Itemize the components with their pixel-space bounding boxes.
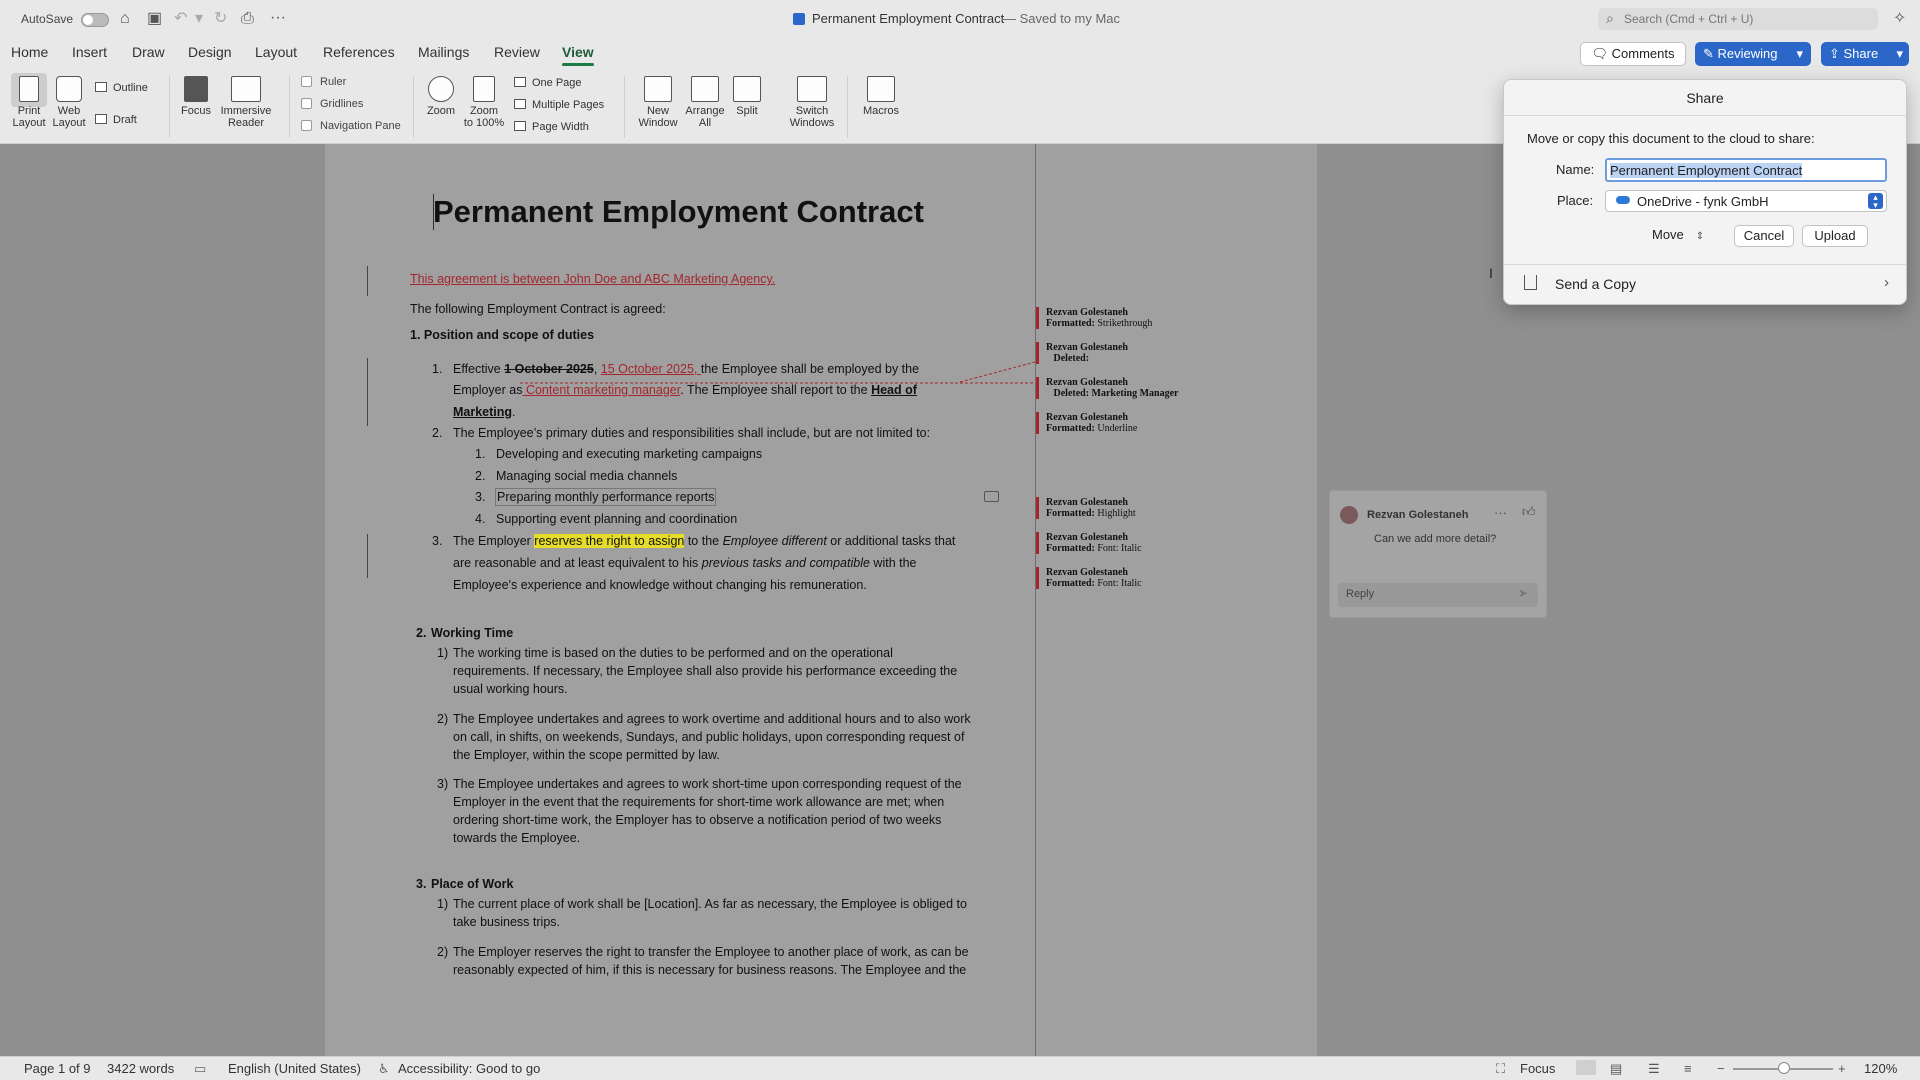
- p1-text-a: Effective: [453, 362, 505, 376]
- p1-marketing: Marketing: [453, 405, 513, 419]
- gridlines-checkbox[interactable]: [301, 98, 363, 110]
- switch-windows-label-2: Windows: [789, 117, 835, 129]
- revision-balloon[interactable]: [1036, 497, 1196, 519]
- revision-balloon[interactable]: [1036, 377, 1211, 399]
- print-layout-button[interactable]: [10, 76, 48, 129]
- navigation-pane-checkbox[interactable]: [301, 120, 401, 132]
- print-layout-view-icon[interactable]: [1576, 1060, 1596, 1075]
- ribbon-separator: [624, 76, 625, 138]
- chevron-down-icon: ▾: [1896, 46, 1903, 61]
- paragraph-3-line-3: Employee's experience and knowledge without changing his remuneration.: [453, 578, 867, 592]
- revision-detail: Highlight: [1097, 508, 1136, 519]
- paragraph-1-line-3: [453, 403, 516, 421]
- more-options-icon[interactable]: ···: [1494, 505, 1507, 520]
- comment-author: Rezvan Golestaneh: [1367, 509, 1469, 521]
- s2-item-3-line-2: Employer in the event that the requirements for short-time work allowance are met; when: [453, 795, 945, 809]
- arrange-all-label-2: All: [698, 117, 712, 129]
- macros-icon: [867, 76, 895, 102]
- comments-label: Comments: [1611, 46, 1675, 61]
- list-marker: 3.: [475, 490, 486, 504]
- send-copy-label: Send a Copy: [1555, 276, 1636, 292]
- p3-text-b: to the: [684, 534, 723, 548]
- macros-button[interactable]: [858, 76, 904, 117]
- s3-item-1-line-2: take business trips.: [453, 915, 560, 929]
- revision-label: Deleted:: [1053, 353, 1090, 364]
- print-layout-icon: [19, 76, 39, 102]
- chevron-right-icon: ›: [1884, 274, 1889, 291]
- new-window-button[interactable]: [637, 76, 679, 129]
- revision-author: Rezvan Golestaneh: [1046, 532, 1128, 543]
- zoom-100-button[interactable]: [462, 76, 506, 129]
- revision-detail: Marketing Manager: [1091, 388, 1179, 399]
- list-marker: 1): [437, 897, 449, 911]
- upload-button[interactable]: Upload: [1802, 225, 1868, 247]
- paragraph-3-line-1: [453, 532, 955, 550]
- web-layout-label-1: Web: [57, 105, 81, 117]
- share-icon: ⇪: [1829, 46, 1844, 61]
- split-icon: [733, 76, 761, 102]
- list-item-commented: Preparing monthly performance reports: [497, 490, 715, 504]
- list-marker: 2.: [475, 469, 486, 483]
- new-window-icon: [644, 76, 672, 102]
- ribbon-separator: [289, 76, 290, 138]
- section-1-heading: 1. Position and scope of duties: [410, 328, 595, 342]
- section-marker: 3.: [416, 877, 427, 891]
- share-panel: [1503, 79, 1907, 305]
- section-3-heading: Place of Work: [431, 877, 514, 891]
- zoom-in-icon[interactable]: +: [1838, 1061, 1846, 1076]
- move-select[interactable]: [1652, 227, 1704, 242]
- name-field[interactable]: [1605, 158, 1887, 182]
- like-icon[interactable]: 👍︎: [1522, 504, 1536, 519]
- chevron-down-icon: ▾: [1796, 46, 1803, 61]
- page-count[interactable]: Page 1 of 9: [24, 1061, 91, 1076]
- page-width-button[interactable]: [514, 121, 589, 133]
- web-layout-view-icon[interactable]: ▤: [1610, 1061, 1623, 1076]
- ruler-label: Ruler: [320, 76, 347, 88]
- focus-button[interactable]: [178, 76, 214, 117]
- home-icon[interactable]: ⌂: [120, 10, 130, 27]
- draft-icon: [95, 114, 107, 124]
- switch-windows-label-1: Switch: [795, 105, 829, 117]
- revision-label: Formatted:: [1046, 508, 1095, 519]
- place-label: Place:: [1557, 193, 1594, 208]
- p1-end: .: [512, 405, 516, 419]
- revision-label: Formatted:: [1046, 423, 1095, 434]
- revision-author: Rezvan Golestaneh: [1046, 377, 1128, 388]
- send-copy-row[interactable]: [1504, 266, 1906, 304]
- s2-item-3-line-3: ordering short-time work, the Employer has to observe a notification period of two weeks: [453, 813, 942, 827]
- p3-text-a: The Employer: [453, 534, 535, 548]
- search-box[interactable]: [1598, 8, 1878, 30]
- revision-balloon[interactable]: [1036, 532, 1196, 554]
- s2-item-3-line-4: towards the Employee.: [453, 831, 581, 845]
- immersive-reader-label-1: Immersive: [220, 105, 272, 117]
- list-item: Developing and executing marketing campaigns: [496, 447, 763, 461]
- page-width-label: Page Width: [532, 121, 589, 133]
- reviewing-label: Reviewing: [1717, 46, 1778, 61]
- change-bar: [367, 266, 368, 296]
- undo-icon[interactable]: ↶: [174, 10, 188, 27]
- markup-area: [1035, 144, 1317, 1056]
- gridlines-label: Gridlines: [320, 98, 364, 110]
- redo-icon[interactable]: ↻: [214, 10, 228, 27]
- accessibility-icon: ♿︎: [378, 1061, 390, 1076]
- print-layout-label-2: Layout: [12, 117, 46, 129]
- arrange-all-button[interactable]: [684, 76, 726, 129]
- arrange-all-label-1: Arrange: [685, 105, 725, 117]
- reply-placeholder: Reply: [1346, 588, 1375, 600]
- list-marker: 1): [437, 646, 449, 660]
- draft-view-icon[interactable]: ≡: [1684, 1061, 1692, 1076]
- tab-insert[interactable]: Insert: [72, 44, 108, 60]
- zoom-100-label-2: to 100%: [463, 117, 505, 129]
- ruler-checkbox[interactable]: [301, 76, 346, 88]
- revision-detail: Font: Italic: [1097, 578, 1142, 589]
- share-panel-title: Share: [1504, 80, 1906, 116]
- split-label: Split: [736, 105, 758, 117]
- text-cursor-icon: I: [1489, 265, 1493, 281]
- section-2-heading: Working Time: [431, 626, 514, 640]
- title-bar: [0, 0, 1920, 38]
- comment-card[interactable]: [1329, 490, 1547, 618]
- p3-italic-1: Employee different: [722, 534, 827, 548]
- send-icon[interactable]: ➤: [1518, 586, 1529, 600]
- saved-status[interactable]: — Saved to my Mac: [1003, 11, 1121, 26]
- revision-author: Rezvan Golestaneh: [1046, 307, 1128, 318]
- draft-label: Draft: [113, 114, 137, 126]
- revision-author: Rezvan Golestaneh: [1046, 342, 1128, 353]
- name-field-value: Permanent Employment Contract: [1610, 163, 1803, 178]
- cancel-button[interactable]: Cancel: [1734, 225, 1794, 247]
- chevron-down-icon[interactable]: ▾: [195, 10, 204, 27]
- p3-line2a: are reasonable and at least equivalent to his: [453, 556, 702, 570]
- place-select[interactable]: [1605, 190, 1887, 212]
- p3-text-c: or additional tasks that: [826, 534, 956, 548]
- tab-home[interactable]: Home: [11, 44, 49, 60]
- outline-button[interactable]: [95, 82, 148, 94]
- immersive-reader-icon: [231, 76, 261, 102]
- comment-text: Can we add more detail?: [1374, 533, 1497, 545]
- tab-layout[interactable]: Layout: [255, 44, 298, 60]
- p1-text-d: . The Employee shall report to the: [680, 383, 872, 397]
- tab-mailings[interactable]: Mailings: [418, 44, 470, 60]
- p1-text-c: Employer as: [453, 383, 523, 397]
- new-window-label-2: Window: [638, 117, 678, 129]
- paragraph-3-line-2: [453, 554, 917, 572]
- checkbox-icon: [301, 120, 312, 131]
- zoom-level[interactable]: 120%: [1864, 1061, 1898, 1076]
- s2-item-2-line-3: the Employer, within the scope permitted by law.: [453, 748, 720, 762]
- revision-balloon[interactable]: [1036, 567, 1196, 589]
- zoom-slider-thumb[interactable]: [1778, 1062, 1790, 1074]
- reply-input[interactable]: [1338, 583, 1538, 607]
- revision-author: Rezvan Golestaneh: [1046, 567, 1128, 578]
- revision-connector-lines: [520, 350, 1040, 390]
- search-placeholder: Search (Cmd + Ctrl + U): [1624, 12, 1754, 26]
- web-layout-button[interactable]: [50, 76, 88, 129]
- list-marker: 4.: [475, 512, 486, 526]
- onedrive-icon: [1616, 196, 1630, 204]
- document-title-heading: Permanent Employment Contract: [433, 194, 924, 229]
- revision-detail: Font: Italic: [1097, 543, 1142, 554]
- web-layout-icon: [56, 76, 82, 102]
- language[interactable]: English (United States): [228, 1061, 361, 1076]
- change-bar: [367, 358, 368, 426]
- checkbox-icon: [301, 76, 312, 87]
- outline-view-icon[interactable]: ☰: [1648, 1061, 1660, 1076]
- status-bar: [0, 1056, 1920, 1080]
- move-label: Move: [1652, 227, 1684, 242]
- s2-item-1-line-1: The working time is based on the duties to be performed and on the operational: [453, 646, 893, 660]
- multiple-pages-label: Multiple Pages: [532, 99, 605, 111]
- multiple-pages-icon: [514, 99, 526, 109]
- revision-balloon[interactable]: [1036, 412, 1196, 434]
- checkbox-icon: [301, 98, 312, 109]
- list-marker: 2): [437, 712, 449, 726]
- outline-label: Outline: [113, 82, 148, 94]
- select-arrows-icon: ▴ ▾: [1868, 193, 1883, 209]
- name-label: Name:: [1556, 162, 1595, 177]
- share-instruction: Move or copy this document to the cloud to share:: [1527, 131, 1815, 146]
- list-marker: 1.: [432, 362, 443, 376]
- ribbon-separator: [413, 76, 414, 138]
- p1-deleted-date: 1 October 2025: [504, 362, 594, 376]
- share-upload-icon: [1524, 275, 1537, 290]
- immersive-reader-button[interactable]: [218, 76, 274, 129]
- zoom-out-icon[interactable]: −: [1717, 1061, 1725, 1076]
- p3-highlight: reserves the right to assign: [534, 534, 685, 548]
- tab-design[interactable]: Design: [188, 44, 232, 60]
- s3-item-2-line-1: The Employer reserves the right to transfer the Employee to another place of work, as can be: [453, 945, 969, 959]
- s2-item-1-line-2: requirements. If necessary, the Employee shall also provide his performance exceeding the: [453, 664, 958, 678]
- one-page-label: One Page: [532, 77, 582, 89]
- revision-label: Formatted:: [1046, 318, 1095, 329]
- avatar: [1340, 506, 1358, 524]
- revision-author: Rezvan Golestaneh: [1046, 412, 1128, 423]
- proofing-icon[interactable]: ▭: [194, 1061, 207, 1076]
- comments-button[interactable]: [1580, 42, 1686, 66]
- more-icon[interactable]: ···: [270, 9, 286, 26]
- place-value: OneDrive - fynk GmbH: [1637, 194, 1769, 209]
- print-icon[interactable]: ⎙: [241, 10, 254, 27]
- accessibility-status[interactable]: Accessibility: Good to go: [398, 1061, 541, 1076]
- list-marker: 3.: [432, 534, 443, 548]
- revision-detail: Underline: [1097, 423, 1138, 434]
- p1-head-of: Head of: [871, 383, 917, 397]
- ribbon-separator: [169, 76, 170, 138]
- list-marker: 2): [437, 945, 449, 959]
- revision-label: Formatted:: [1046, 543, 1095, 554]
- page-width-icon: [514, 121, 526, 131]
- p1-text-b: the Employee shall be employed by the: [700, 362, 920, 376]
- list-marker: 1.: [475, 447, 486, 461]
- new-window-label-1: New: [646, 105, 669, 117]
- zoom-magnifier-icon: [428, 76, 454, 102]
- p3-line2b: with the: [869, 556, 917, 570]
- list-item: Supporting event planning and coordination: [496, 512, 738, 526]
- comments-icon: 🗨︎: [1591, 46, 1612, 61]
- s2-item-1-line-3: usual working hours.: [453, 682, 568, 696]
- assistant-icon[interactable]: ✧: [1893, 10, 1907, 27]
- s3-item-2-line-2: reasonably expected of him, if this is necessary for business reasons. The Employee and the: [453, 963, 967, 977]
- zoom-button[interactable]: [422, 76, 460, 117]
- s2-item-3-line-1: The Employee undertakes and agrees to work short-time upon corresponding request of the: [453, 777, 962, 791]
- s2-item-2-line-2: on call, in shifts, on weekends, Sundays, and public holidays, upon corresponding request of: [453, 730, 965, 744]
- tab-references[interactable]: References: [323, 44, 395, 60]
- search-icon: ⌕: [1606, 10, 1614, 26]
- paragraph-2: The Employee’s primary duties and responsibilities shall include, but are not limited to:: [453, 426, 931, 440]
- draft-button[interactable]: [95, 114, 137, 126]
- tab-view[interactable]: View: [562, 44, 594, 60]
- section-marker: 2.: [416, 626, 427, 640]
- split-button[interactable]: [728, 76, 766, 117]
- revision-detail: Strikethrough: [1097, 318, 1153, 329]
- one-page-icon: [514, 77, 526, 87]
- p1-inserted-date: 15 October 2025,: [600, 362, 701, 376]
- revision-author: Rezvan Golestaneh: [1046, 497, 1128, 508]
- outline-icon: [95, 82, 107, 92]
- p1-inserted-role: Content marketing manager: [522, 383, 681, 397]
- zoom-100-icon: [473, 76, 495, 102]
- print-layout-label-1: Print: [17, 105, 41, 117]
- intro-inserted-text: This agreement is between John Doe and ABC Marketing Agency.: [410, 272, 776, 286]
- word-doc-icon: [793, 13, 805, 25]
- save-icon[interactable]: ▣: [147, 10, 163, 27]
- revision-label: Formatted:: [1046, 578, 1095, 589]
- autosave-toggle[interactable]: [81, 13, 109, 27]
- up-down-arrows-icon: ⇕: [1695, 231, 1705, 242]
- change-bar: [367, 534, 368, 578]
- p3-italic-2: previous tasks and compatible: [701, 556, 870, 570]
- focus-icon: [184, 76, 208, 102]
- share-button[interactable]: [1821, 42, 1909, 66]
- pen-icon: ✎: [1703, 46, 1718, 61]
- ribbon-separator: [847, 76, 848, 138]
- revision-label: Deleted:: [1053, 388, 1090, 399]
- s2-item-2-line-1: The Employee undertakes and agrees to work overtime and additional hours and to also work: [453, 712, 971, 726]
- zoom-label: Zoom: [426, 105, 456, 117]
- intro-text: The following Employment Contract is agreed:: [410, 302, 666, 316]
- document-title: Permanent Employment Contract: [812, 11, 1005, 26]
- reviewing-button[interactable]: [1695, 42, 1811, 66]
- list-item: Managing social media channels: [496, 469, 678, 483]
- macros-label: Macros: [862, 105, 900, 117]
- s3-item-1-line-1: The current place of work shall be [Location]. As far as necessary, the Employee is obliged to: [453, 897, 967, 911]
- share-label: Share: [1843, 46, 1879, 61]
- word-count[interactable]: 3422 words: [107, 1061, 175, 1076]
- zoom-100-label-1: Zoom: [469, 105, 499, 117]
- web-layout-label-2: Layout: [52, 117, 86, 129]
- revision-balloon[interactable]: [1036, 342, 1196, 364]
- list-marker: 2.: [432, 426, 443, 440]
- divider: [1504, 264, 1906, 265]
- focus-mode[interactable]: Focus: [1520, 1061, 1556, 1076]
- tab-review[interactable]: Review: [494, 44, 540, 60]
- comment-icon[interactable]: [984, 491, 999, 502]
- revision-balloon[interactable]: [1036, 307, 1196, 329]
- switch-windows-button[interactable]: [786, 76, 838, 129]
- tab-draw[interactable]: Draw: [132, 44, 165, 60]
- one-page-button[interactable]: [514, 77, 582, 89]
- arrange-all-icon: [691, 76, 719, 102]
- autosave-label: AutoSave: [21, 12, 74, 26]
- list-marker: 3): [437, 777, 449, 791]
- navigation-pane-label: Navigation Pane: [320, 120, 401, 132]
- immersive-reader-label-2: Reader: [227, 117, 265, 129]
- p1-comma: ,: [593, 362, 601, 376]
- focus-label: Focus: [181, 105, 211, 117]
- focus-mode-icon: ⛶: [1496, 1061, 1506, 1076]
- multiple-pages-button[interactable]: [514, 99, 604, 111]
- switch-windows-icon: [797, 76, 827, 102]
